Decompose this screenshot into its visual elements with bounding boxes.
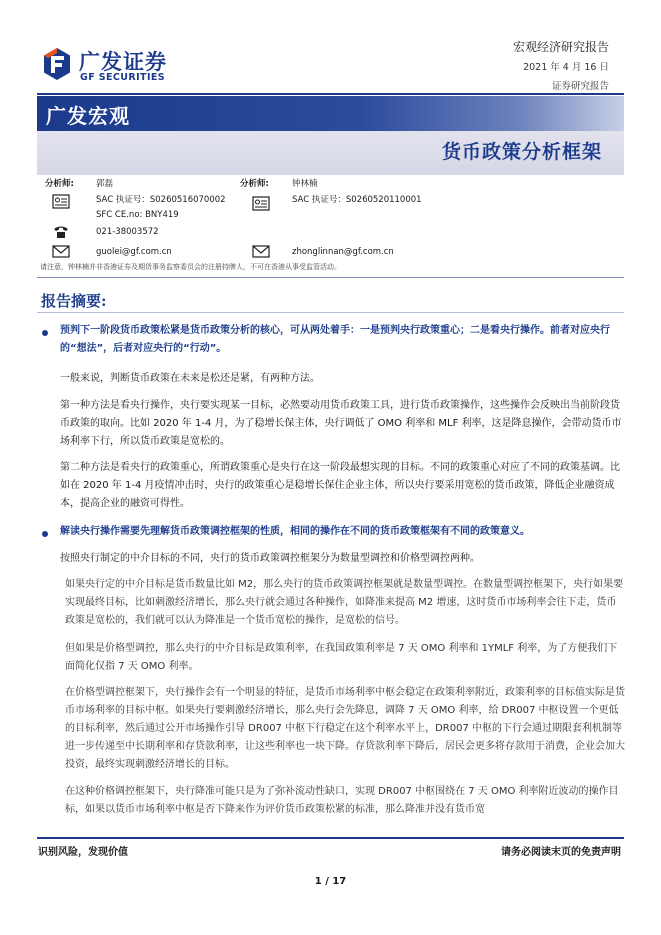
paragraph: 在这种价格调控框架下，央行降准可能只是为了弥补流动性缺口，实现 DR007 中枢围绕在 7 天 OMO 利率附近波动的操作目标，如果以货币市场利率中枢是否下降来作为评价货币政策松紧的标准，那么降准并没有货币宽	[65, 786, 619, 815]
paragraph: 如果央行定的中介目标是货币数量比如 M2，那么央行的货币政策调控框架就是数量型调控。在数量型调控框架下，央行如果要实现最终目标，比如刺激经济增长，那么央行就会通过各种操作，如降准来提高 M2 增速，这时货币市场利率会往下走，货币政策是宽松的，我们就可以认为降准是一个货币宽松的操作，是宽松的信号。	[65, 579, 624, 626]
abstract-heading: 报告摘要:	[41, 292, 107, 310]
analyst-phone: 021-38003572	[96, 227, 159, 237]
email-icon	[252, 244, 270, 259]
analyst-name: 郭磊	[96, 179, 114, 189]
paragraph: 按照央行制定的中介目标的不同，央行的货币政策调控框架分为数量型调控和价格型调控两种。	[60, 553, 480, 564]
key-point-2: 解读央行操作需要先理解货币政策调控框架的性质，相同的操作在不同的货币政策框架有不同的政策意义。	[60, 526, 530, 537]
abstract-divider	[37, 312, 624, 313]
paragraph: 在价格型调控框架下，央行操作会有一个明显的特征，是货币市场利率中枢会稳定在政策利率附近，政策利率的目标值实际是货币市场利率的目标中枢。如果央行要刺激经济增长，那么央行会先降息，调降 7 天 OMO 利率，给 DR007 中枢设置一个更低的目标利率，然后通过公开市场操作引导 DR007 中枢下行稳定在这个利率水平上，DR007 中枢的下行会通过期限套利机制等进一步传递至中长期利率和存贷款利率，让这些利率也一块下降。存贷款利率下降后，居民会更多将存款用于消费，企业会加大投资，最终实现刺激经济增长的目标。	[65, 687, 625, 770]
analyst-label: 分析师:	[240, 179, 269, 189]
paragraph: 一般来说，判断货币政策在未来是松还是紧，有两种方法。	[60, 373, 320, 384]
analyst-sac: SAC 执证号：S0260520110001	[292, 195, 422, 205]
id-card-icon	[52, 194, 70, 209]
analyst-disclaimer: 请注意，钟林楠并非香港证券及期货事务监察委员会的注册持牌人，不可在香港从事受监管活动。	[40, 263, 341, 271]
report-kind: 证券研究报告	[551, 81, 609, 92]
key-point-1: 预判下一阶段货币政策松紧是货币政策分析的核心，可从两处着手：一是预判央行政策重心；二是看央行操作。前者对应央行的“想法”，后者对应央行的“行动”。	[60, 325, 610, 354]
series-title: 广发宏观	[46, 104, 130, 128]
analyst-email[interactable]: guolei@gf.com.cn	[96, 247, 172, 257]
id-card-icon	[252, 196, 270, 211]
footer-slogan: 识别风险，发现价值	[38, 847, 128, 858]
analyst-sfc: SFC CE.no: BNY419	[96, 210, 179, 220]
footer-divider	[37, 837, 624, 839]
logo-english-name: GF SECURITIES	[80, 72, 166, 83]
analyst-email[interactable]: zhonglinnan@gf.com.cn	[292, 247, 394, 257]
report-date: 2021 年 4 月 16 日	[523, 62, 609, 73]
header-divider	[37, 93, 624, 95]
report-type: 宏观经济研究报告	[512, 40, 609, 54]
gf-logo-icon	[42, 47, 72, 81]
analyst-sac: SAC 执证号：S0260516070002	[96, 195, 226, 205]
footer-disclaimer-note: 请务必阅读末页的免责声明	[501, 847, 621, 858]
bullet-marker	[42, 330, 48, 336]
paragraph: 第一种方法是看央行操作，央行要实现某一目标，必然要动用货币政策工具，进行货币政策操作，这些操作会反映出当前阶段货币政策的取向。比如 2020 年 1-4 月，为了稳增长保主体，央行调低了 OMO 利率和 MLF 利率，这是降息操作，会带动货币市场利率下行，所以货币政策是宽松的。	[60, 400, 622, 447]
analyst-name: 钟林楠	[292, 179, 318, 189]
email-icon	[52, 244, 70, 259]
section-divider	[37, 277, 624, 278]
page-number: 1 / 17	[314, 876, 347, 887]
paragraph: 第二种方法是看央行的政策重心，所谓政策重心是央行在这一阶段最想实现的目标。不同的政策重心对应了不同的政策基调。比如在 2020 年 1-4 月疫情冲击时，央行的政策重心是稳增长保住企业主体，所以央行要采用宽松的货币政策，降低企业融资成本，提高企业的融资可得性。	[60, 462, 620, 509]
phone-icon	[52, 224, 70, 239]
logo-chinese-name: 广发证券	[79, 50, 167, 74]
paragraph: 但如果是价格型调控，那么央行的中介目标是政策利率，在我国政策利率是 7 天 OMO 利率和 1YMLF 利率，为了方便我们下面简化仅指 7 天 OMO 利率。	[65, 643, 618, 672]
analyst-label: 分析师:	[45, 179, 74, 189]
title-banner	[37, 96, 624, 175]
report-title: 货币政策分析框架	[441, 141, 602, 163]
bullet-marker	[42, 531, 48, 537]
